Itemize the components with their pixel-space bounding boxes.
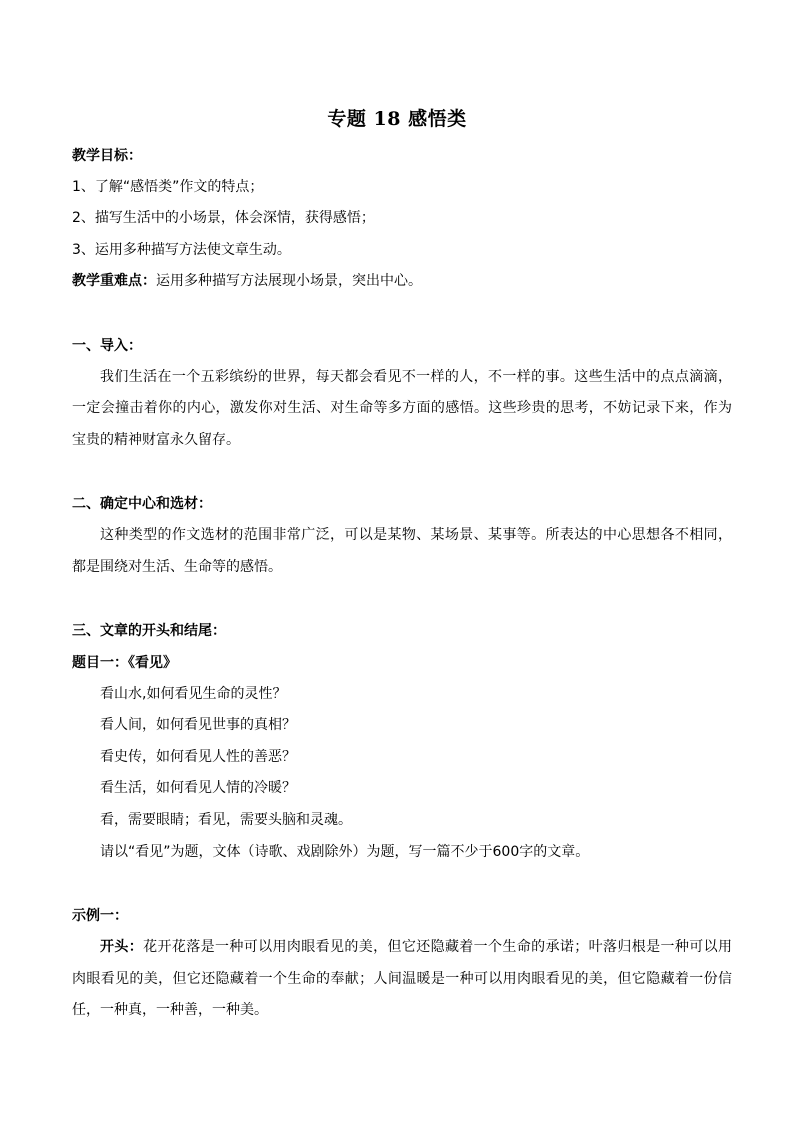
paragraph-line: 宝贵的精神财富永久留存。 <box>72 432 240 448</box>
example1-heading: 示例一： <box>72 908 128 924</box>
paragraph-line: 都是围绕对生活、生命等的感悟。 <box>72 559 282 575</box>
objective-item: 3、运用多种描写方法使文章生动。 <box>72 242 291 258</box>
topic-line: 看山水,如何看见生命的灵性？ <box>100 686 287 702</box>
objectives-heading: 教学目标： <box>72 148 142 164</box>
key-points-label: 教学重难点： <box>72 273 156 289</box>
topic-prompt-line: 请以“看见”为题，文体（诗歌、戏剧除外）为题，写一篇不少于600字的文章。 <box>100 844 590 860</box>
opening-text: 花开花落是一种可以用肉眼看见的美，但它还隐藏着一个生命的承诺；叶落归根是一种可以用 <box>143 939 733 955</box>
page-title: 专题 18 感悟类 <box>327 108 467 130</box>
section3-heading: 三、文章的开头和结尾： <box>72 623 226 639</box>
paragraph-line: 任，一种真，一种善，一种美。 <box>72 1002 268 1018</box>
example1-opening-line <box>100 937 732 957</box>
paragraph-line: 这种类型的作文选材的范围非常广泛，可以是某物、某场景、某事等。所表达的中心思想各不相同， <box>100 527 732 543</box>
paragraph-line: 肉眼看见的美，但它还隐藏着一个生命的奉献；人间温暖是一种可以用肉眼看见的美，但它隐藏着一份信 <box>72 971 732 987</box>
section2-heading: 二、确定中心和选材： <box>72 496 212 512</box>
topic-line: 看，需要眼睛；看见，需要头脑和灵魂。 <box>100 812 352 828</box>
topic-line: 看生活，如何看见人情的冷暖？ <box>100 780 296 796</box>
objective-item: 2、描写生活中的小场景，体会深情，获得感悟； <box>72 210 375 226</box>
topic-line: 看人间，如何看见世事的真相？ <box>100 717 296 733</box>
topic-line: 看史传，如何看见人性的善恶？ <box>100 749 296 765</box>
key-points-text: 运用多种描写方法展现小场景，突出中心。 <box>156 273 422 289</box>
section1-heading: 一、导入： <box>72 338 142 354</box>
paragraph-line: 我们生活在一个五彩缤纷的世界，每天都会看见不一样的人，不一样的事。这些生活中的点点滴滴， <box>100 369 732 385</box>
key-points-line <box>72 271 732 291</box>
paragraph-line: 一定会撞击着你的内心，激发你对生活、对生命等多方面的感悟。这些珍贵的思考，不妨记录下来，作为 <box>72 400 732 416</box>
opening-label: 开头： <box>100 939 144 955</box>
topic-heading: 题目一：《看见》 <box>72 655 177 671</box>
objective-item: 1、了解“感悟类”作文的特点； <box>72 179 264 195</box>
